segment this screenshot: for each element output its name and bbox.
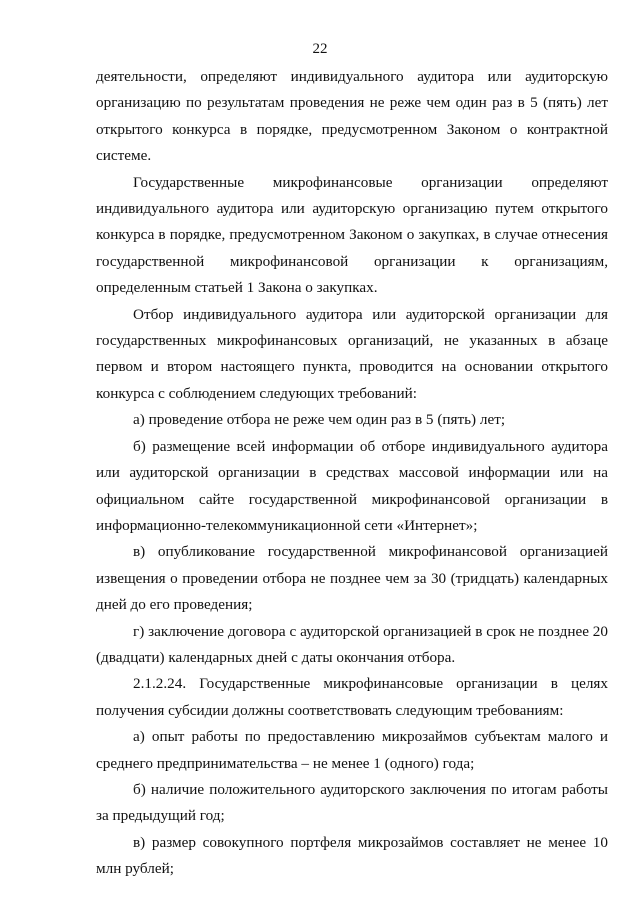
paragraph: б) размещение всей информации об отборе индивидуального аудитора или аудиторской организации в средствах массовой информации или на официальном сайте государственной микрофинансовой организации в информационно-телекоммуникационной сети «Интернет»; — [96, 437, 608, 534]
paragraph: б) наличие положительного аудиторского заключения по итогам работы за предыдущий год; — [96, 780, 608, 825]
page-body — [96, 64, 608, 883]
paragraph: Отбор индивидуального аудитора или аудиторской организации для государственных микрофинансовых организаций, не указанных в абзаце первом и втором настоящего пункта, проводится на основании открытого конкурса с соблюдением следующих требований: — [96, 305, 608, 402]
paragraph: в) размер совокупного портфеля микрозаймов составляет не менее 10 млн рублей; — [96, 833, 608, 878]
paragraph: в) опубликование государственной микрофинансовой организацией извещения о проведении отбора не позднее чем за 30 (тридцать) календарных дней до его проведения; — [96, 543, 608, 614]
paragraph: 2.1.2.24. Государственные микрофинансовые организации в целях получения субсидии должны соответствовать следующим требованиям: — [96, 675, 608, 719]
paragraph: а) опыт работы по предоставлению микрозаймов субъектам малого и среднего предпринимательства – не менее 1 (одного) года; — [96, 728, 608, 772]
paragraph: деятельности, определяют индивидуального аудитора или аудиторскую организацию по результатам проведения не реже чем один раз в 5 (пять) лет открытого конкурса в порядке, предусмотренном Законом о контрактной системе. — [96, 68, 608, 165]
paragraph: Государственные микрофинансовые организации определяют индивидуального аудитора или аудиторскую организацию путем открытого конкурса в порядке, предусмотренном Законом о закупках, в случае отнесения государственной микрофинансовой организации к организациям, определенным статьей 1 Закона о закупках. — [96, 173, 608, 297]
paragraph: г) заключение договора с аудиторской организацией в срок не позднее 20 (двадцати) календарных дней с даты окончания отбора. — [96, 622, 608, 666]
paragraph: а) проведение отбора не реже чем один раз в 5 (пять) лет; — [133, 411, 506, 429]
page-number: 22 — [312, 41, 328, 57]
